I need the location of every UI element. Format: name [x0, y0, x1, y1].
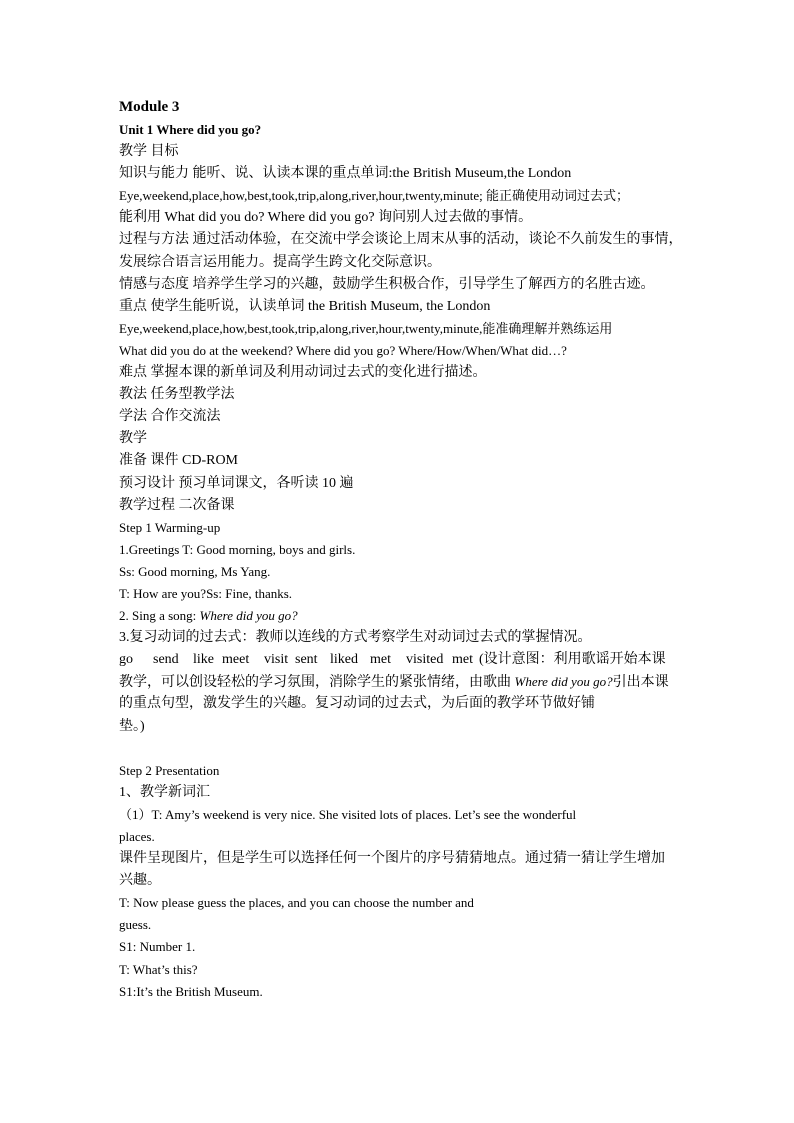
goal-attitude-line: 情感与态度 培养学生学习的兴趣，鼓励学生积极合作，引导学生了解西方的名胜古迹。 [119, 276, 655, 292]
courseware-line-2: 兴趣。 [119, 873, 161, 889]
review-verbs-line: 3.复习动词的过去式：教师以连线的方式考察学生对动词过去式的掌握情况。 [119, 630, 592, 646]
verb-item: sent [295, 652, 318, 668]
verb-item: meet [222, 652, 250, 668]
goal-knowledge-line-2: Eye,weekend,place,how,best,took,trip,along,river,hour,twenty,minute; 能正确使用动词过去式； [119, 188, 629, 204]
key-points-line-3: What did you do at the weekend? Where did you go? Where/How/When/What did…? [119, 342, 567, 358]
verb-item: go [119, 652, 133, 668]
design-intent-line-3: 的重点句型，激发学生的兴趣。复习动词的过去式，为后面的教学环节做好铺 [119, 696, 595, 712]
greetings-line: 1.Greetings T: Good morning, boys and girls. [119, 541, 356, 557]
teaching-method-line: 教法 任务型教学法 [119, 387, 235, 403]
verb-item: met [452, 652, 473, 668]
courseware-line-1: 课件呈现图片，但是学生可以选择任何一个图片的序号猜猜地点。通过猜一猜让学生增加 [119, 851, 665, 867]
verb-item: visited [406, 652, 444, 668]
learning-method-line: 学法 合作交流法 [119, 409, 221, 425]
students-greeting-line: Ss: Good morning, Ms Yang. [119, 563, 271, 579]
design-intent-line-4: 垫。) [119, 718, 145, 734]
design-intent-song-title: Where did you go? [514, 674, 613, 690]
preview-design-line: 预习设计 预习单词课文，各听读 10 遍 [119, 475, 354, 491]
design-intent-text-end: 引出本课 [612, 675, 669, 691]
amy-weekend-line: （1）T: Amy’s weekend is very nice. She visited lots of places. Let’s see the wonderful [119, 806, 577, 822]
lesson-plan-content [119, 96, 683, 1003]
goal-process-line-1: 过程与方法 通过活动体验，在交流中学会谈论上周末从事的活动，谈论不久前发生的事情， [119, 232, 683, 248]
blank-line [119, 738, 679, 760]
step-2-heading: Step 2 Presentation [119, 762, 220, 778]
s1-number-line: S1: Number 1. [119, 939, 196, 955]
verb-item: send [153, 652, 179, 668]
design-intent-line-2 [119, 671, 679, 693]
verb-list-line [119, 649, 679, 671]
verb-item: visit [264, 652, 289, 668]
unit-title: Unit 1 Where did you go? [119, 122, 262, 137]
guess-places-line: T: Now please guess the places, and you can choose the number and [119, 895, 474, 911]
step-1-heading: Step 1 Warming-up [119, 519, 221, 535]
difficult-points-line: 难点 掌握本课的新单词及利用动词过去式的变化进行描述。 [119, 365, 487, 381]
key-points-line-2: Eye,weekend,place,how,best,took,trip,along,river,hour,twenty,minute,能准确理解并熟练运用 [119, 320, 613, 336]
preparation-line: 准备 课件 CD-ROM [119, 453, 239, 469]
song-title: Where did you go? [199, 608, 298, 624]
whats-this-line: T: What’s this? [119, 961, 198, 977]
guess-line: guess. [119, 917, 152, 933]
british-museum-line: S1:It’s the British Museum. [119, 983, 263, 999]
goal-knowledge-line-1: 知识与能力 能听、说、认读本课的重点单词:the British Museum,the London [119, 166, 572, 182]
design-intent-start: (设计意图：利用歌谣开始本课 [479, 652, 666, 668]
key-points-line-1: 重点 使学生能听说，认读单词 the British Museum, the London [119, 298, 491, 314]
verb-item: met [370, 652, 391, 668]
verb-item: liked [330, 652, 358, 668]
teaching-label-line: 教学 [119, 431, 147, 447]
section-teaching-goals: 教学 目标 [119, 144, 179, 160]
how-are-you-line: T: How are you?Ss: Fine, thanks. [119, 585, 293, 601]
module-title: Module 3 [119, 99, 180, 115]
new-vocab-heading: 1、教学新词汇 [119, 784, 210, 800]
goal-process-line-2: 发展综合语言运用能力。提高学生跨文化交际意识。 [119, 254, 441, 270]
sing-song-line [119, 605, 679, 627]
teaching-process-line: 教学过程 二次备课 [119, 497, 235, 513]
verb-item: like [193, 652, 214, 668]
sing-song-prefix: 2. Sing a song: [119, 608, 200, 624]
design-intent-text: 教学，可以创设轻松的学习氛围，消除学生的紧张情绪，由歌曲 [119, 675, 515, 691]
places-line: places. [119, 829, 155, 844]
goal-knowledge-line-3: 能利用 What did you do? Where did you go? 询问别人过去做的事情。 [119, 210, 533, 226]
